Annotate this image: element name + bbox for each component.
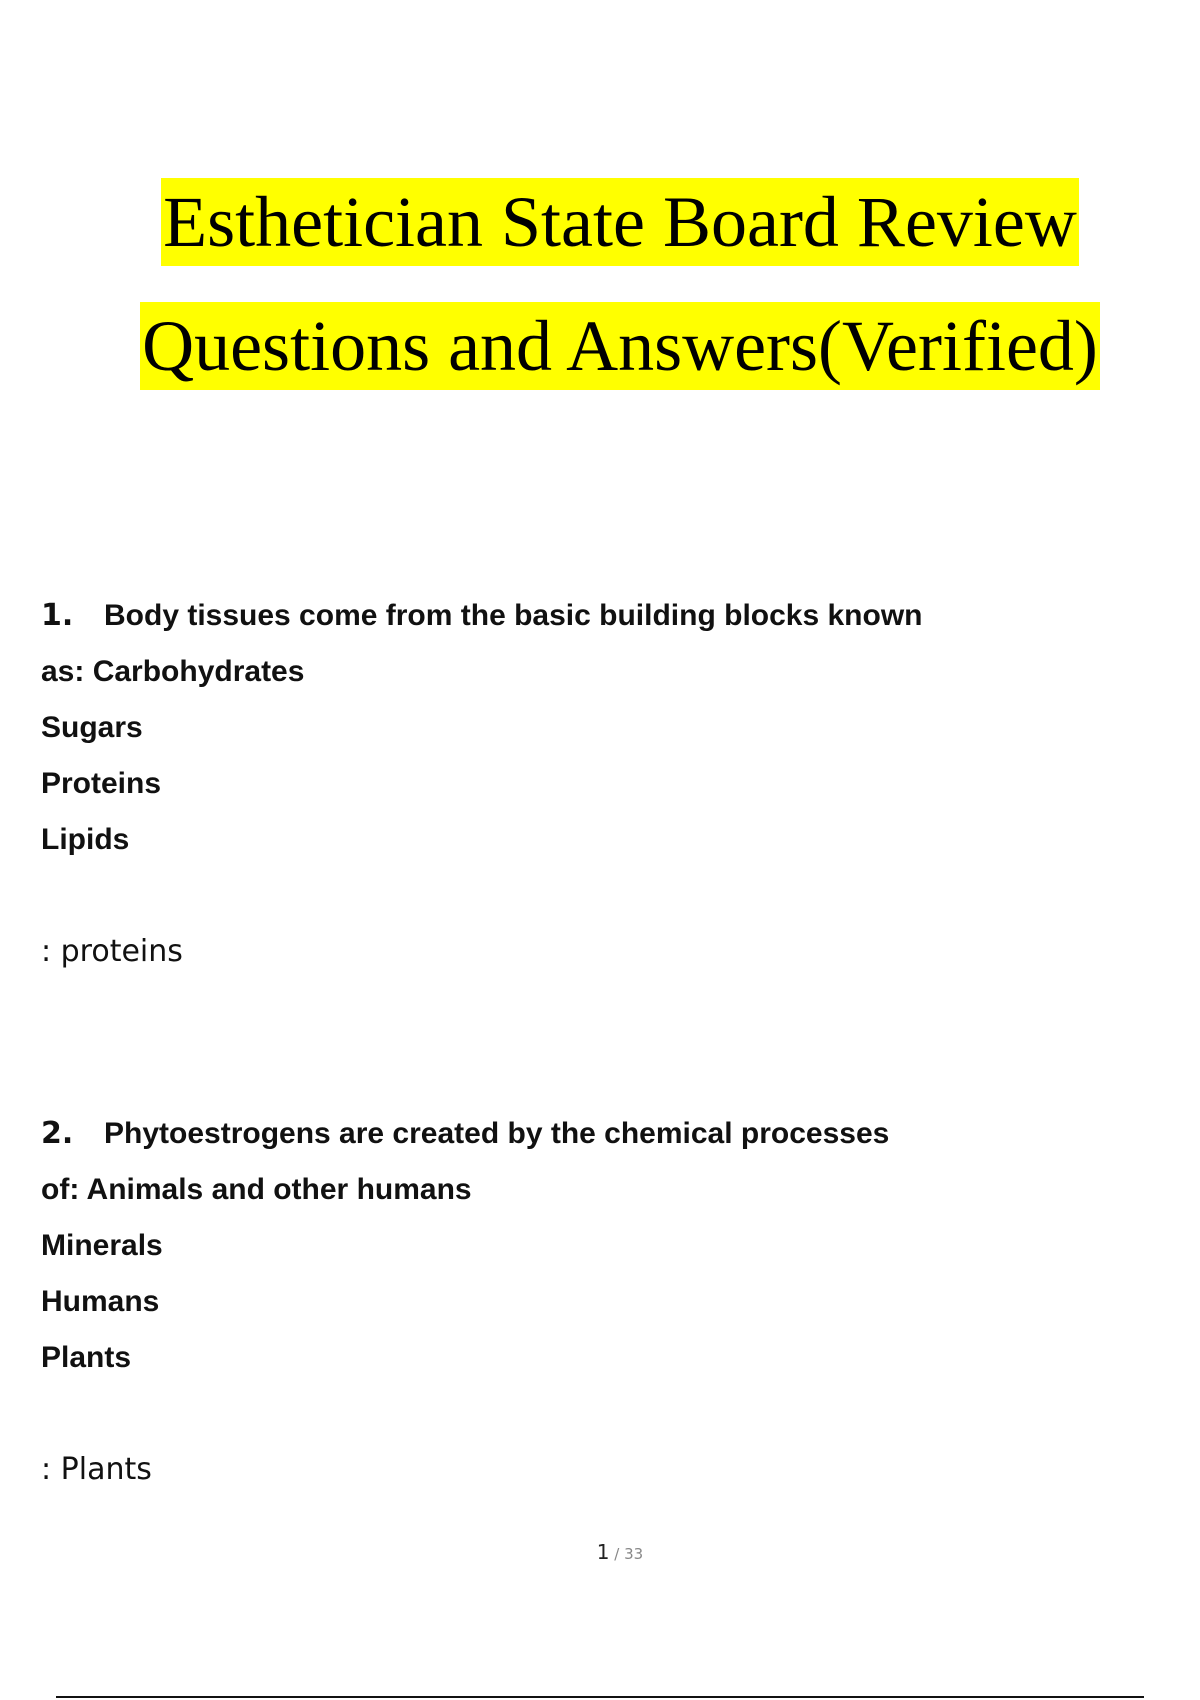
title-line-1: Esthetician State Board Review bbox=[161, 178, 1079, 266]
option: Minerals bbox=[41, 1229, 163, 1262]
question-prompt bbox=[41, 1106, 1141, 1162]
question-text: Phytoestrogens are created by the chemical processes bbox=[104, 1117, 890, 1150]
question-prompt bbox=[41, 588, 1141, 644]
question-continuation: of: Animals and other humans bbox=[41, 1173, 472, 1206]
question-text: Body tissues come from the basic building blocks known bbox=[104, 599, 923, 632]
question-1 bbox=[41, 588, 1141, 980]
option: Plants bbox=[41, 1341, 132, 1374]
question-continuation: as: Carbohydrates bbox=[41, 655, 305, 688]
page-bottom-divider bbox=[56, 1696, 1144, 1698]
option: Proteins bbox=[41, 767, 162, 800]
total-pages: 33 bbox=[624, 1545, 644, 1563]
question-2 bbox=[41, 1106, 1141, 1498]
document-title bbox=[0, 178, 1200, 390]
option: Lipids bbox=[41, 823, 130, 856]
answer: : proteins bbox=[41, 934, 183, 969]
option: Sugars bbox=[41, 711, 143, 744]
page-separator: / bbox=[609, 1545, 625, 1563]
question-number: 2. bbox=[41, 1116, 74, 1151]
current-page: 1 bbox=[596, 1540, 610, 1564]
answer: : Plants bbox=[41, 1452, 152, 1487]
question-number: 1. bbox=[41, 598, 74, 633]
option: Humans bbox=[41, 1285, 160, 1318]
title-line-2: Questions and Answers(Verified) bbox=[140, 302, 1100, 390]
page-indicator bbox=[0, 1540, 1200, 1564]
